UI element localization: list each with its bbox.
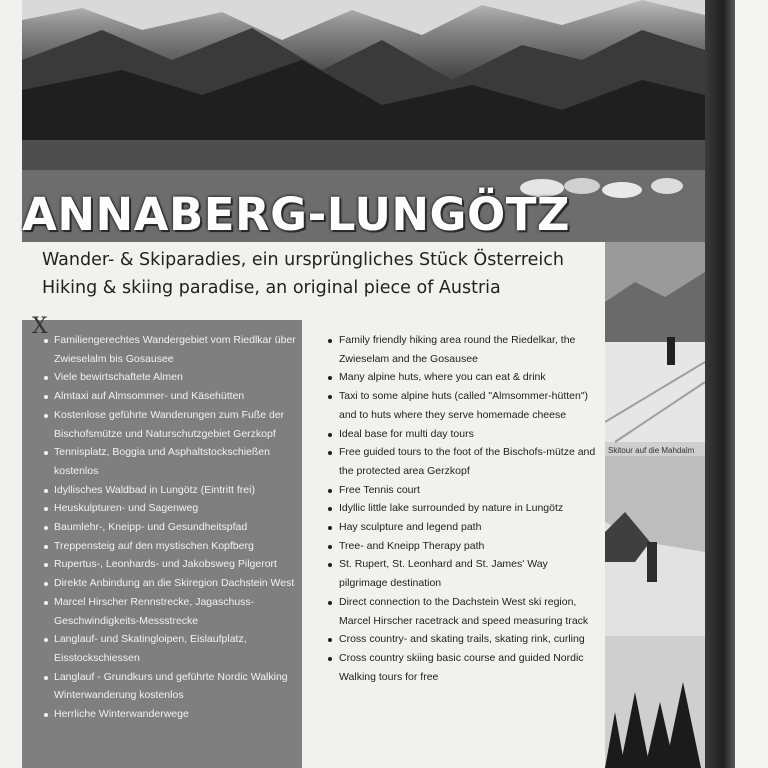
list-item: Marcel Hirscher Rennstrecke, Jagaschuss-Geschwindigkeits-Messstrecke <box>42 593 300 630</box>
list-item: Tree- and Kneipp Therapy path <box>326 537 596 556</box>
list-item: Langlauf- und Skatingloipen, Eislaufplatz, Eisstockschiessen <box>42 630 300 667</box>
handwritten-mark: X <box>32 314 48 339</box>
list-item: St. Rupert, St. Leonhard and St. James' Way pilgrimage destination <box>326 555 596 592</box>
list-item: Many alpine huts, where you can eat & drink <box>326 368 596 387</box>
winter-photos-image <box>605 242 705 768</box>
list-item: Herrliche Winterwanderwege <box>42 705 300 724</box>
list-item: Direkte Anbindung an die Skiregion Dachstein West <box>42 574 300 593</box>
side-photo-strip <box>605 242 705 768</box>
list-item: Free Tennis court <box>326 481 596 500</box>
page-title: ANNABERG-LUNGÖTZ <box>22 188 571 241</box>
list-item: Kostenlose geführte Wanderungen zum Fuße der Bischofsmütze und Naturschutzgebiet Gerzkopf <box>42 406 300 443</box>
english-features-list <box>326 331 596 686</box>
photo-caption: Skitour auf die Mahdalm <box>608 446 695 455</box>
list-item: Almtaxi auf Almsommer- und Käsehütten <box>42 387 300 406</box>
list-item: Direct connection to the Dachstein West ski region, Marcel Hirscher racetrack and speed measuring track <box>326 593 596 630</box>
list-item: Baumlehr-, Kneipp- und Gesundheitspfad <box>42 518 300 537</box>
list-item: Rupertus-, Leonhards- und Jakobsweg Pilgerort <box>42 555 300 574</box>
list-item: Heuskulpturen- und Sagenweg <box>42 499 300 518</box>
list-item: Taxi to some alpine huts (called "Almsommer-hütten") and to huts where they serve homemade cheese <box>326 387 596 424</box>
list-item: Idyllisches Waldbad in Lungötz (Eintritt frei) <box>42 481 300 500</box>
list-item: Viele bewirtschaftete Almen <box>42 368 300 387</box>
list-item: Family friendly hiking area round the Riedelkar, the Zwieselam and the Gosausee <box>326 331 596 368</box>
german-features-list <box>42 331 300 724</box>
page-edge-shadow <box>705 0 735 768</box>
list-item: Idyllic little lake surrounded by nature in Lungötz <box>326 499 596 518</box>
subtitle-german: Wander- & Skiparadies, ein ursprüngliches Stück Österreich <box>42 250 564 270</box>
list-item: Free guided tours to the foot of the Bischofs-mütze and the protected area Gerzkopf <box>326 443 596 480</box>
list-item: Treppensteig auf den mystischen Kopfberg <box>42 537 300 556</box>
list-item: Tennisplatz, Boggia und Asphaltstockschießen kostenlos <box>42 443 300 480</box>
list-item: Cross country skiing basic course and guided Nordic Walking tours for free <box>326 649 596 686</box>
list-item: Familiengerechtes Wandergebiet vom Riedlkar über Zwieselalm bis Gosausee <box>42 331 300 368</box>
list-item: Hay sculpture and legend path <box>326 518 596 537</box>
list-item: Ideal base for multi day tours <box>326 425 596 444</box>
subtitle-english: Hiking & skiing paradise, an original piece of Austria <box>42 278 501 298</box>
list-item: Langlauf - Grundkurs und geführte Nordic Walking Winterwanderung kostenlos <box>42 668 300 705</box>
page-margin <box>735 0 768 768</box>
list-item: Cross country- and skating trails, skating rink, curling <box>326 630 596 649</box>
